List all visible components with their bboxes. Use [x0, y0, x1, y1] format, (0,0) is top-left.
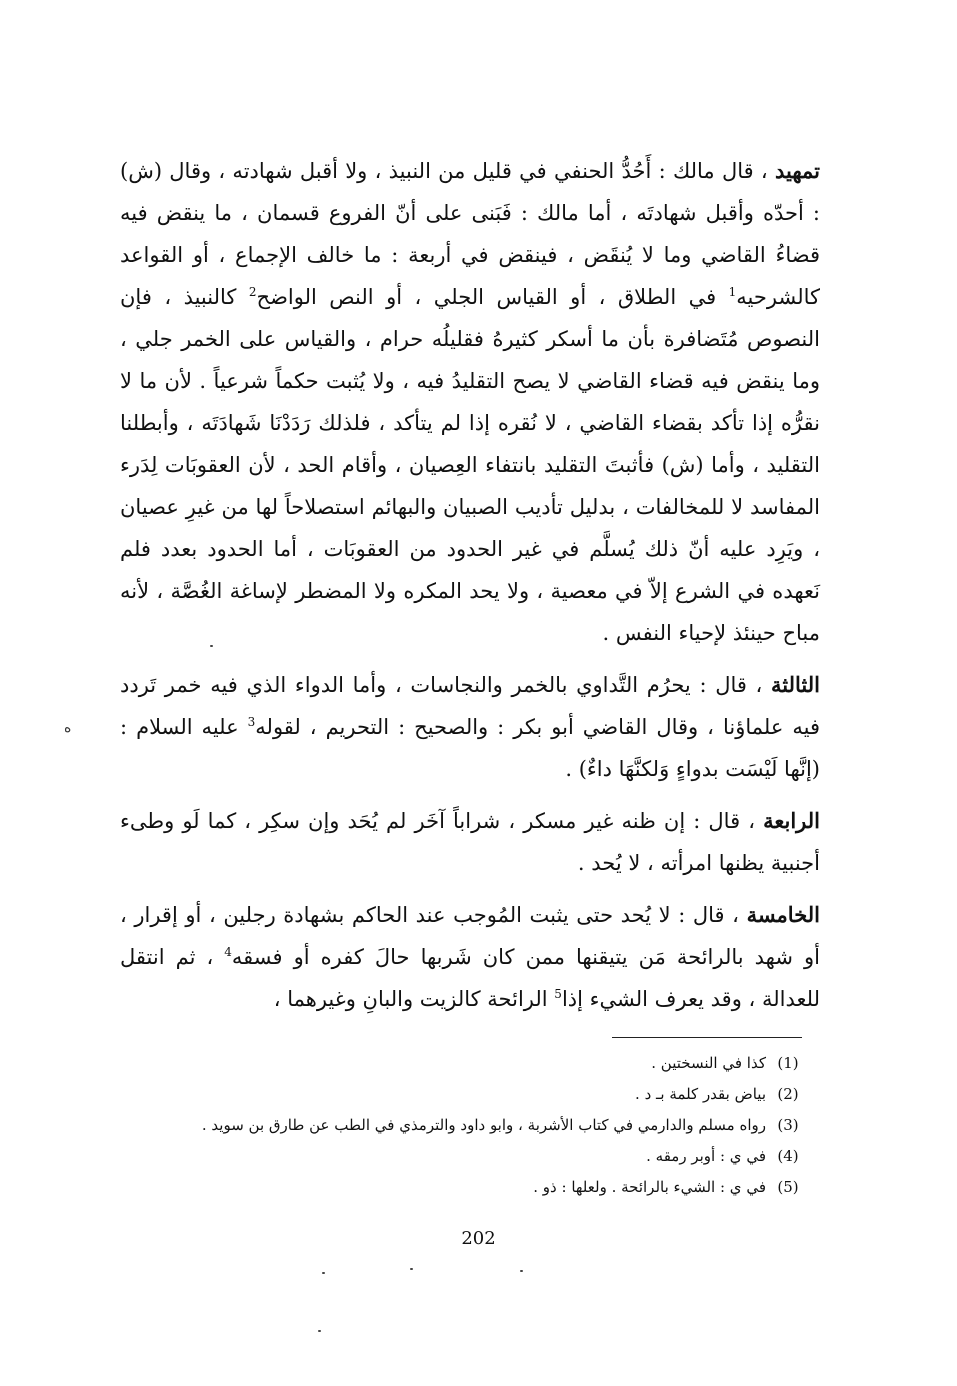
footnote-item	[120, 1172, 810, 1203]
footnote-number: (1)	[777, 1054, 799, 1072]
paragraph-heading: تمهيد	[774, 158, 821, 183]
paragraph-khamisa	[120, 894, 820, 1020]
footnote-item	[120, 1048, 810, 1079]
paragraph-heading: الثالثة	[771, 672, 820, 697]
paragraph-text: في الطلاق ، أو القياس الجلي ، أو النص الواضح	[256, 285, 717, 309]
footnote-text: رواه مسلم والدارمي في كتاب الأشربة ، وابو داود والترمذي في الطب عن طارق بن سويد .	[201, 1116, 766, 1134]
footnote-ref-4[interactable]: 4	[224, 945, 232, 959]
footnote-text: في ي : الشيء بالرائحة . ولعلها : ذو .	[533, 1178, 766, 1196]
paragraph-text: عليه السلام : (إنَّها لَيْسَت بدواءٍ وَلكنَّهَا داءٌ) .	[120, 715, 820, 781]
scan-speck	[520, 1270, 523, 1272]
footnote-separator	[612, 1037, 802, 1038]
paragraph-tamheed	[120, 150, 820, 654]
scan-speck	[318, 1330, 321, 1332]
paragraph-text: ، قال مالك : أَحُدُّ الحنفي في قليل من النبيذ ، ولا أقبل شهادته ، وقال (ش) : أحدّه وأقبل شهادتَه ، أما مالك : فَبَنى على أنّ الفروع قسمان ، ما ينقض فيه قضاءُ القاضي وما لا يُنقَض ، فينقض في أربعة : ما خالف الإجماع ، أو القواعد كالشرحيه	[120, 159, 820, 309]
paragraph-rabia	[120, 800, 820, 884]
footnote-item	[120, 1141, 810, 1172]
footnotes	[120, 1048, 810, 1203]
footnote-number: (2)	[777, 1085, 799, 1103]
footnote-number: (3)	[777, 1116, 799, 1134]
paragraph-text: ، قال : لا يُحد حتى يثبت المُوجب عند الحاكم بشهادة رجلين ، أو إقرار ، أو شهد بالرائحة مَن يتيقنها ممن كان شَربها حالَ كفره أو فسقه	[120, 903, 820, 969]
footnote-number: (5)	[777, 1178, 799, 1196]
margin-mark: ه	[64, 720, 72, 736]
footnote-number: (4)	[777, 1147, 799, 1165]
paragraph-text: ، ثم انتقل للعدالة ، وقد يعرف الشيء إذا	[120, 945, 820, 1011]
footnote-ref-3[interactable]: 3	[247, 715, 256, 729]
paragraph-thalitha	[120, 664, 820, 790]
footnote-text: في ي : أوبر رمقه .	[646, 1147, 766, 1165]
scan-speck	[210, 645, 213, 647]
footnote-text: بياض بقدر كلمة بـ د .	[635, 1085, 766, 1103]
main-text	[120, 150, 820, 1020]
footnote-item	[120, 1079, 810, 1110]
paragraph-heading: الخامسة	[746, 902, 820, 927]
footnote-ref-2[interactable]: 2	[248, 285, 257, 299]
footnote-ref-5[interactable]: 5	[554, 987, 562, 1001]
page-number: 202	[461, 1228, 496, 1249]
paragraph-text: كالنبيذ ، فإن النصوص مُتَضافرة بأن ما أسكر كثيرهُ فقليلُه حرام ، والقياس على الخمر جلي ، وما ينقض فيه قضاء القاضي لا يصح التقليدُ فيه ، ولا يُثبت حكماً شرعياً . لأن ما لا نقرُّه إذا تأكد بقضاء القاضي ، لا نُقره إذا لم يتأكد ، فلذلك رَدَدْنَا شَهادَتَه ، وأبطلنا التقليد ، وأما (ش) فأثبتَ التقليد بانتفاء العِصيان ، وأقام الحد ، لأن العقوبَات لِدَرء المفاسد لا للمخالفات ، بدليل تأديب الصبيان والبهائم استصلاحاً لها من غيرِ عصيان ، ويَرِد عليه أنّ ذلك يُسلَّم في غير الحدود من العقوبَات ، أما الحدود بعدد فلم نَعهده في الشرع إلاّ في معصية ، ولا يحد المكره ولا المضطر لإساغة الغُصَّة ، لأنه مباح حينئذ لإحياء النفس .	[120, 285, 820, 645]
scan-speck	[322, 1272, 325, 1274]
paragraph-text: ، قال : يحرُم التَّداوي بالخمر والنجاسات ، وأما الدواء الذي فيه خمر تَردد فيه علماؤنا ، وقال القاضي أبو بكر : والصحيح : التحريم ، لقوله	[120, 673, 820, 739]
paragraph-text: الرائحة كالزيت والبانِ وغيرهما ،	[273, 987, 548, 1011]
footnote-item	[120, 1110, 810, 1141]
paragraph-heading: الرابعة	[763, 808, 820, 833]
paragraph-text: ، قال : إن ظنه غير مسكر ، شراباً آخَر لم يُحَد وإن سكِر ، كما لَو وطىء أجنبية يظنها امرأته ، لا يُحد .	[120, 809, 820, 875]
footnote-ref-1[interactable]: 1	[728, 285, 737, 299]
footnote-text: كذا في النسختين .	[651, 1054, 766, 1072]
scan-speck	[410, 1268, 413, 1270]
